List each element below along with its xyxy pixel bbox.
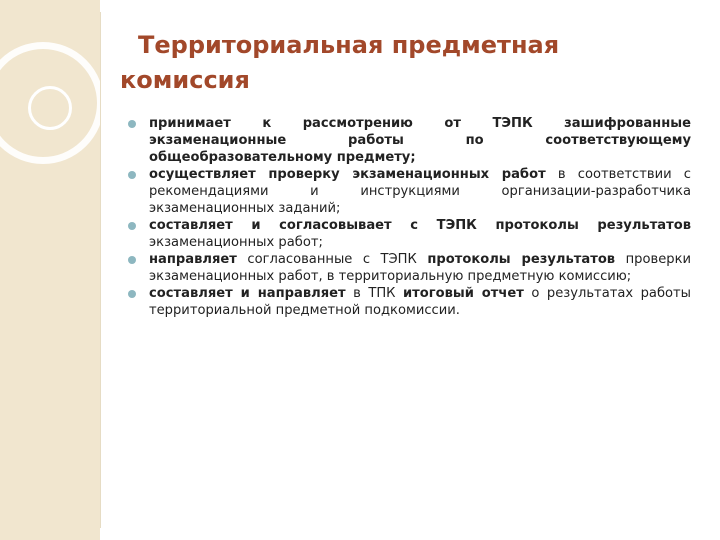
title-line-1: Территориальная предметная — [138, 31, 560, 59]
bullet-text: в ТПК — [345, 286, 403, 301]
bullet-dot-icon — [128, 256, 136, 264]
bullet-item — [128, 285, 691, 319]
bullet-dot-icon — [128, 171, 136, 179]
bullet-text: в соответствии с рекомендациями и инструкциями организации-разработчика экзаменационных заданий; — [149, 167, 691, 216]
bullet-item — [128, 115, 691, 166]
bullet-text: экзаменационных работ; — [149, 235, 323, 250]
bullet-bold-text: итоговый отчет — [403, 286, 524, 301]
bullet-bold-text: принимает к рассмотрению от ТЭПК зашифрованные экзаменационные работы по соответствующему общеобразовательному предмету; — [149, 116, 691, 165]
bullet-item — [128, 251, 691, 285]
bullet-bold-text: осуществляет проверку экзаменационных работ — [149, 167, 546, 182]
bullet-item — [128, 217, 691, 251]
bullet-list — [128, 115, 691, 319]
bullet-text: согласованные с ТЭПК — [236, 252, 428, 267]
title-line-2: комиссия — [120, 65, 250, 94]
bullet-bold-text: составляет и направляет — [149, 286, 346, 301]
bullet-item — [128, 166, 691, 217]
bullet-text: о результатах работы территориальной предметной подкомиссии. — [149, 286, 692, 318]
bullet-bold-text: направляет — [149, 252, 237, 267]
bullet-dot-icon — [128, 120, 136, 128]
bullet-bold-text: протоколы результатов — [427, 252, 616, 267]
decorative-side-panel — [0, 0, 100, 540]
bullet-dot-icon — [128, 290, 136, 298]
bullet-text: проверки экзаменационных работ, в территориальную предметную комиссию; — [149, 252, 691, 284]
bullet-bold-text: составляет и согласовывает с ТЭПК протоколы результатов — [149, 218, 691, 233]
bullet-dot-icon — [128, 222, 136, 230]
decorative-small-ring-icon — [28, 86, 72, 130]
slide-title — [120, 28, 700, 98]
